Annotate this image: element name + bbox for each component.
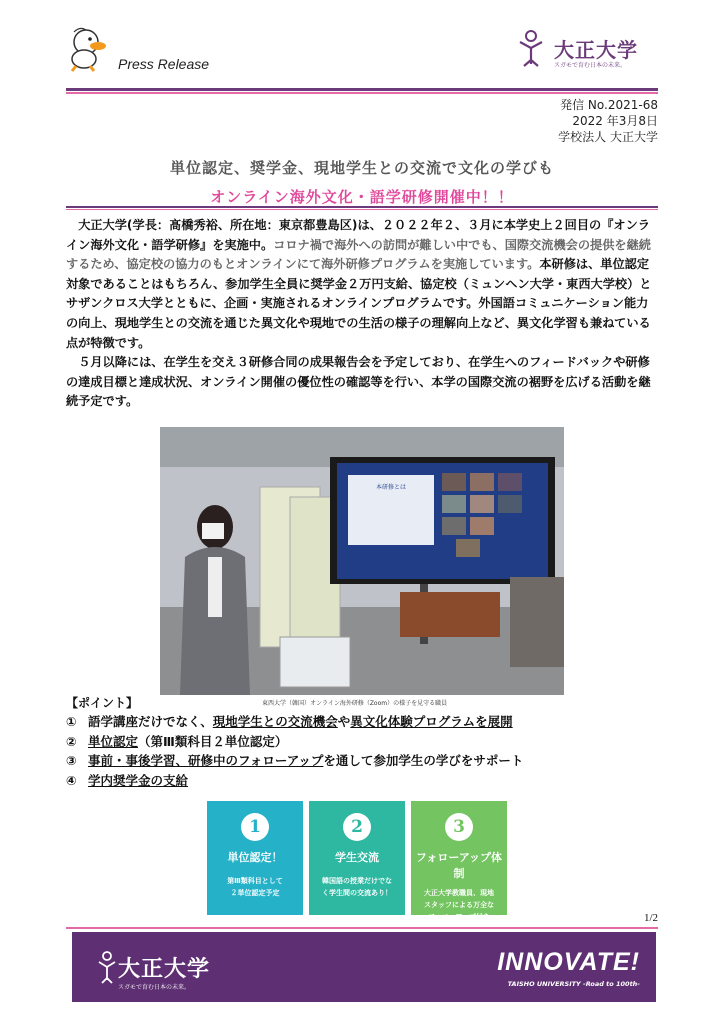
innovate-wordmark: INNOVATE! bbox=[497, 948, 640, 976]
point-text: 現地学生との交流機会 bbox=[212, 714, 338, 729]
paragraph-1-b: コロナ禍で海外への訪問が難しい中でも、国際交流機会の提供を継続するため、協定校の協力のもとオンラインにて海外研修プログラムを実施しています。 bbox=[66, 237, 651, 272]
page-subtitle: オンライン海外文化・語学研修開催中！！ bbox=[210, 188, 514, 206]
footer-rule bbox=[66, 927, 658, 929]
logo-name: 大正大学 bbox=[554, 38, 638, 62]
footer-logo-icon bbox=[98, 950, 116, 984]
point-text: や bbox=[337, 714, 351, 729]
point-item bbox=[66, 712, 658, 732]
points-heading: 【ポイント】 bbox=[66, 696, 139, 710]
header-rule bbox=[66, 88, 658, 91]
card-title: 単位認定！ bbox=[227, 851, 283, 864]
press-release-label: Press Release bbox=[118, 56, 210, 72]
card-description bbox=[411, 887, 507, 923]
point-item bbox=[66, 732, 658, 752]
innovate-subtitle: TAISHO UNIVERSITY -Road to 100th- bbox=[507, 980, 640, 988]
point-text: 単位認定 bbox=[88, 733, 139, 749]
footer-logo-name: 大正大学 bbox=[118, 956, 211, 982]
card-desc-line: フォローアップ付き bbox=[428, 913, 490, 921]
point-text: （第Ⅲ類科目２単位認定） bbox=[138, 733, 288, 749]
page-number: 1/2 bbox=[643, 912, 658, 924]
card-desc-line: く学生間の交流あり！ bbox=[322, 889, 392, 897]
paragraph-2: ５月以降には、在学生を交え３研修合同の成果報告会を予定しており、在学生へのフィードバックや研修の達成目標と達成状況、オンライン開催の優位性の確認等を行い、本学の国際交流の裾野を広げる活動を継続予定です。 bbox=[66, 355, 651, 409]
subtitle-rule-accent bbox=[66, 209, 658, 210]
release-number: 発信 No.2021-68 bbox=[560, 98, 658, 112]
points-list bbox=[66, 712, 658, 790]
header-rule-accent bbox=[66, 92, 658, 94]
logo-tagline: スガモで育む日本の未来。 bbox=[554, 62, 627, 69]
footer-tagline: スガモで育む日本の未来。 bbox=[118, 984, 191, 991]
card-desc-line: 第Ⅲ類科目として bbox=[227, 877, 283, 885]
page-title: 単位認定、奨学金、現地学生との交流で文化の学びも bbox=[169, 159, 554, 177]
paragraph-1-c: 本研修は、単位認定対象であることはもちろん、参加学生全員に奨学金２万円支給、協定校（ミュンヘン大学・東西大学校）とサザンクロス大学とともに、企画・実施されるオンラインプログラムです。外国語コミュニケーション能力の向上、現地学生との交流を通じた異文化や現地での生活の様子の理解向上など、異文化学習も兼ねている点が特徴です。 bbox=[66, 257, 652, 350]
subtitle-rule bbox=[66, 206, 658, 208]
card-number: 3 bbox=[445, 813, 473, 841]
point-item bbox=[66, 751, 658, 771]
feature-card-exchange bbox=[309, 801, 405, 915]
event-photo bbox=[160, 427, 564, 695]
card-title: 学生交流 bbox=[335, 851, 379, 864]
feature-card-credit bbox=[207, 801, 303, 915]
point-text: 事前・事後学習、研修中のフォローアップ bbox=[88, 753, 324, 768]
release-issuer: 学校法人 大正大学 bbox=[558, 130, 658, 144]
article-body bbox=[66, 216, 658, 412]
duck-mascot-icon bbox=[64, 26, 110, 72]
point-number: ③ bbox=[66, 753, 77, 768]
point-text: 異文化体験プログラムを展開 bbox=[350, 714, 513, 729]
card-desc-line: ２単位認定予定 bbox=[230, 889, 280, 897]
release-date: 2022 年3月8日 bbox=[572, 114, 658, 128]
card-number: 2 bbox=[343, 813, 371, 841]
point-number: ④ bbox=[66, 772, 77, 788]
point-text: を通して参加学生の学びをサポート bbox=[323, 753, 524, 768]
paragraph-1 bbox=[66, 216, 658, 353]
point-number: ② bbox=[66, 733, 77, 749]
point-item bbox=[66, 771, 658, 791]
paragraph-1-a: 大正大学(学長：髙橋秀裕、所在地：東京都豊島区)は、２０２２年２、３月に本学史上２回目の『オンライン海外文化・語学研修』を実施中。 bbox=[66, 218, 650, 252]
point-text: 学内奨学金の支給 bbox=[88, 772, 189, 788]
card-number: 1 bbox=[241, 813, 269, 841]
point-text: 語学講座だけでなく、 bbox=[88, 714, 213, 729]
card-desc-line: 韓国語の授業だけでな bbox=[322, 877, 392, 885]
screen-heading: 本研修とは bbox=[375, 484, 407, 491]
card-description bbox=[309, 875, 405, 899]
release-meta bbox=[558, 97, 658, 145]
card-description bbox=[207, 875, 303, 899]
card-desc-line: 大正大学教職員、現地 bbox=[424, 889, 494, 897]
card-title: フォローアップ体制 bbox=[415, 851, 503, 880]
point-number: ① bbox=[66, 714, 77, 729]
card-desc-line: スタッフによる万全な bbox=[424, 901, 494, 909]
feature-card-followup bbox=[411, 801, 507, 921]
taisho-university-logo-icon bbox=[518, 28, 544, 68]
photo-caption: 東西大学（韓国）オンライン海外研修（Zoom）の様子を見守る職員 bbox=[262, 700, 448, 707]
